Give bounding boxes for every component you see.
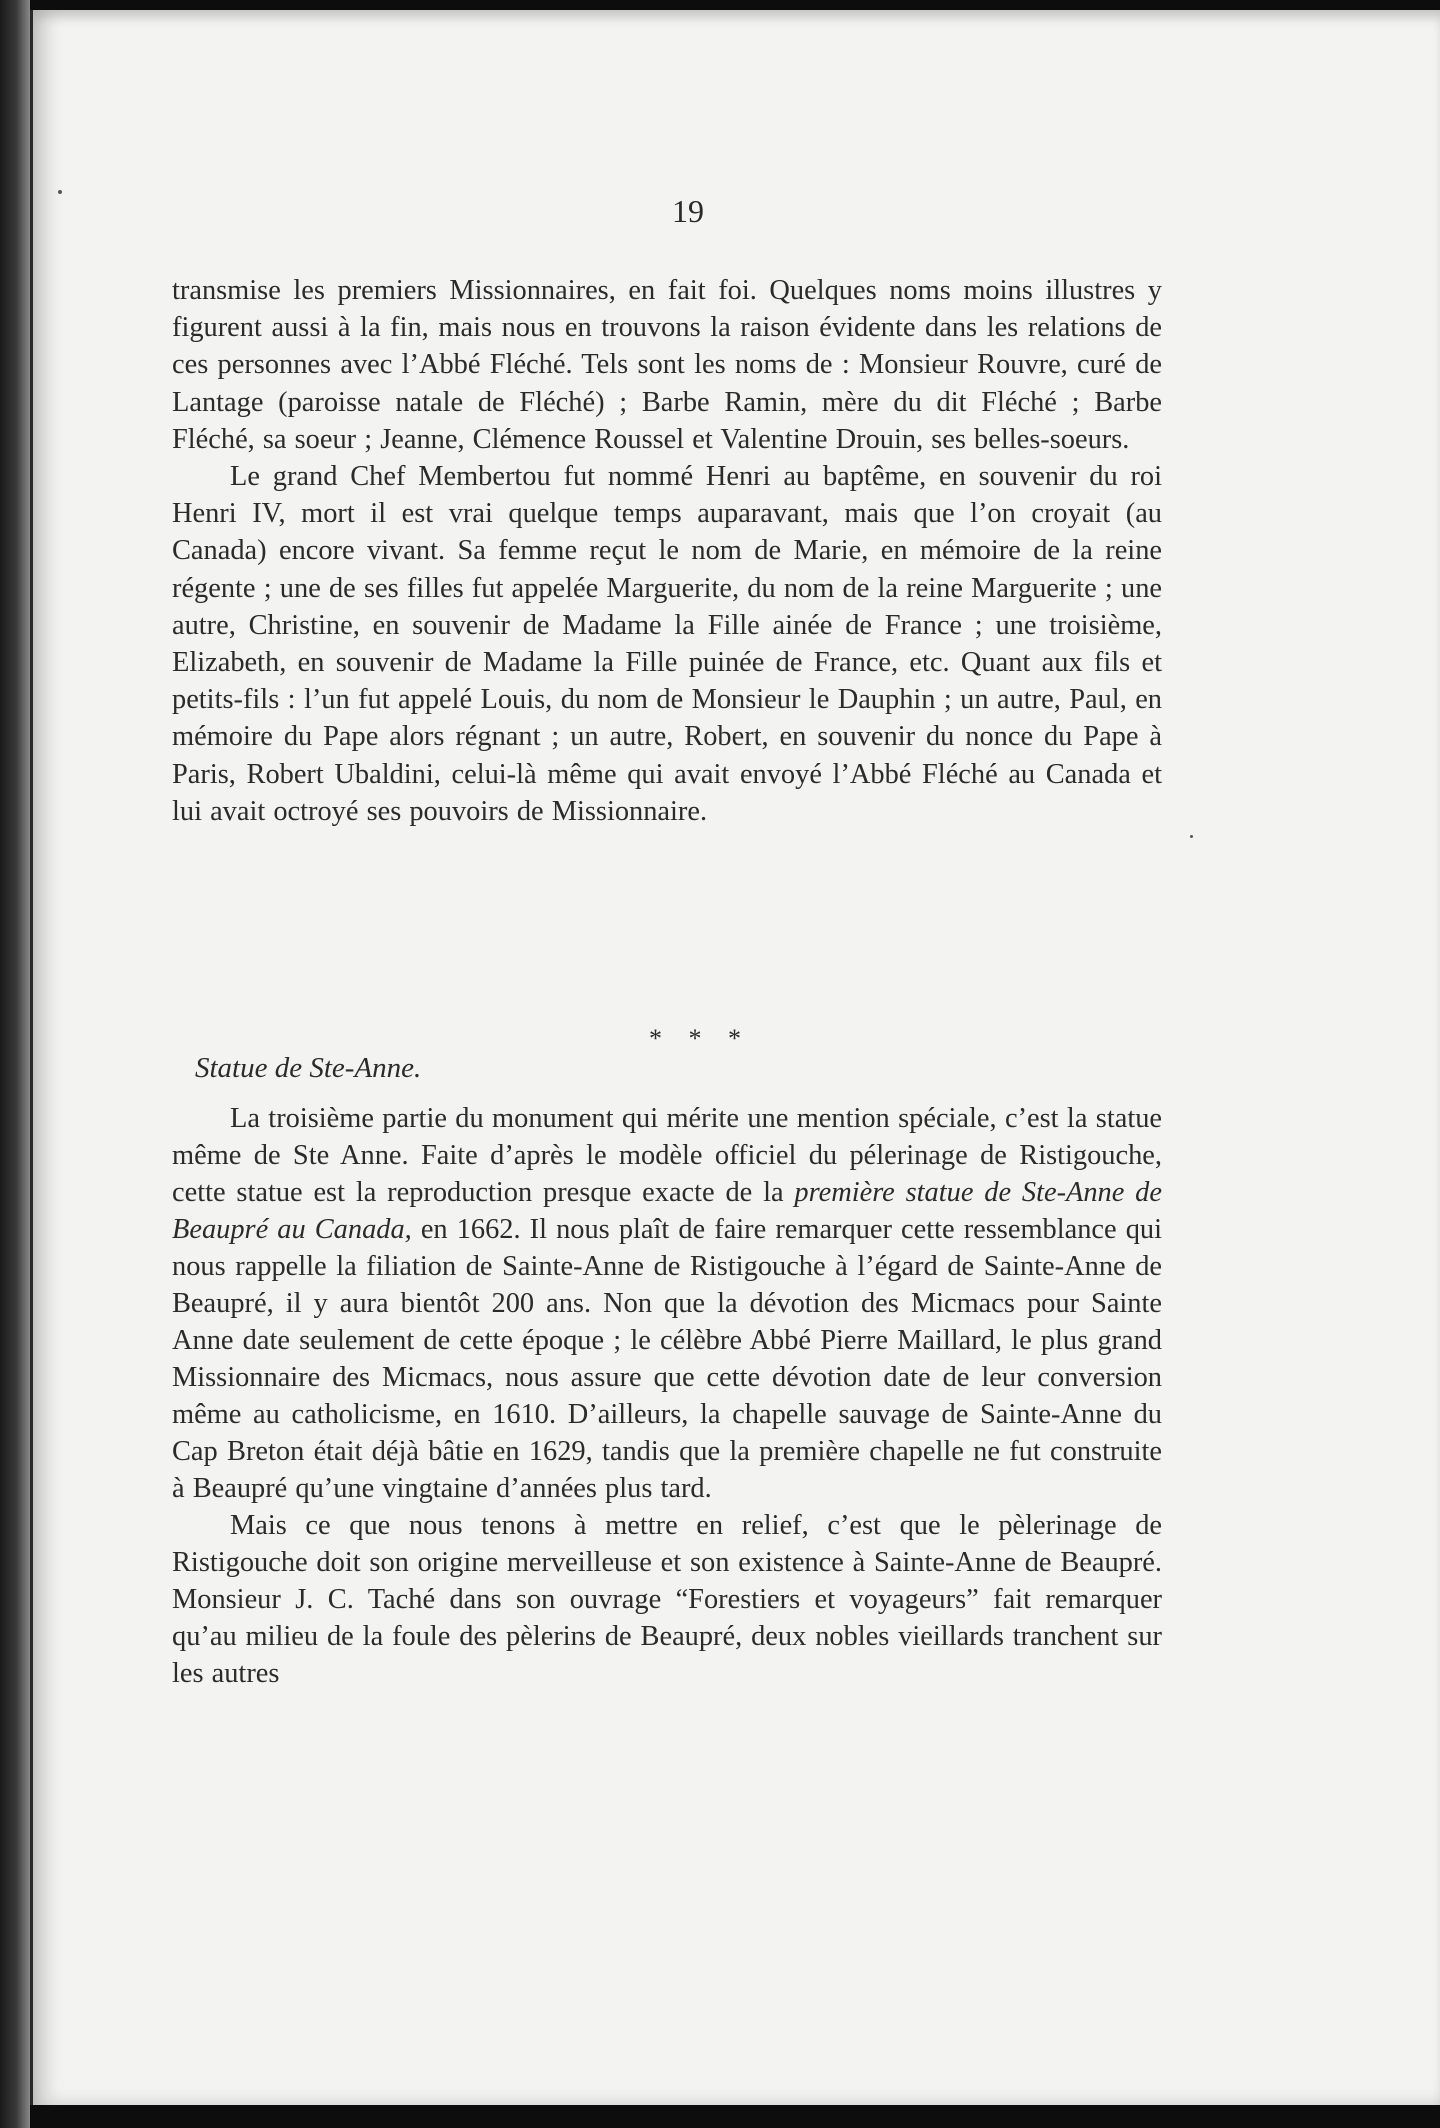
page-speck	[58, 190, 62, 194]
body-text-top	[172, 272, 1162, 830]
paragraph-statue-text-start: La troisième partie du monument qui mérite une mention spéciale, c’est la statue même de Ste Anne. Faite d’après le modèle officiel du pélerinage de Ristigouche, cette statue est la reproduction presque exacte de la	[172, 1103, 1162, 1208]
paragraph-statue	[172, 1100, 1162, 1507]
paragraph-statue-text-end: en 1662. Il nous plaît de faire remarquer cette ressemblance qui nous rappelle la filiation de Sainte-Anne de Ristigouche à l’égard de Sainte-Anne de Beaupré, il y aura bientôt 200 ans. Non que la dévotion des Micmacs pour Sainte Anne date seulement de cette époque ; le célèbre Abbé Pierre Maillard, le plus grand Missionnaire des Micmacs, nous assure que cette dévotion date de leur conversion même au catholicisme, en 1610. D’ailleurs, la chapelle sauvage de Sainte-Anne du Cap Breton était déjà bâtie en 1629, tandis que la première chapelle ne fut construite à Beaupré qu’une vingtaine d’années plus tard.	[172, 1214, 1162, 1504]
statue-title-italic: première statue de Ste-Anne de Beaupré au Canada,	[172, 1177, 1162, 1245]
page-number: 19	[672, 193, 704, 229]
page-speck	[1190, 835, 1193, 838]
section-heading: Statue de Ste-Anne.	[195, 1052, 422, 1084]
paragraph-pilgrimage: Mais ce que nous tenons à mettre en relief, c’est que le pèlerinage de Ristigouche doit son origine merveilleuse et son existence à Sainte-Anne de Beaupré. Monsieur J. C. Taché dans son ouvrage “Forestiers et voyageurs” fait remarquer qu’au milieu de la foule des pèlerins de Beaupré, deux nobles vieillards tranchent sur les autres	[172, 1510, 1162, 1689]
book-spine-edge	[0, 0, 30, 2128]
body-text-section	[172, 1100, 1162, 1692]
section-separator: * * *	[649, 1024, 751, 1053]
paragraph-continuation: transmise les premiers Missionnaires, en fait foi. Quelques noms moins illustres y figurent aussi à la fin, mais nous en trouvons la raison évidente dans les relations de ces personnes avec l’Abbé Fléché. Tels sont les noms de : Monsieur Rouvre, curé de Lantage (paroisse natale de Fléché) ; Barbe Ramin, mère du dit Fléché ; Barbe Fléché, sa soeur ; Jeanne, Clémence Roussel et Valentine Drouin, ses belles-soeurs.	[172, 275, 1162, 455]
paragraph-membertou: Le grand Chef Membertou fut nommé Henri au baptême, en souvenir du roi Henri IV, mort il est vrai quelque temps auparavant, mais que l’on croyait (au Canada) encore vivant. Sa femme reçut le nom de Marie, en mémoire de la reine régente ; une de ses filles fut appelée Marguerite, du nom de la reine Marguerite ; une autre, Christine, en souvenir de Madame la Fille ainée de France ; une troisième, Elizabeth, en souvenir de Madame la Fille puinée de France, etc. Quant aux fils et petits-fils : l’un fut appelé Louis, du nom de Monsieur le Dauphin ; un autre, Paul, en mémoire du Pape alors régnant ; un autre, Robert, en souvenir du nonce du Pape à Paris, Robert Ubaldini, celui-là même qui avait envoyé l’Abbé Fléché au Canada et lui avait octroyé ses pouvoirs de Missionnaire.	[172, 461, 1162, 827]
